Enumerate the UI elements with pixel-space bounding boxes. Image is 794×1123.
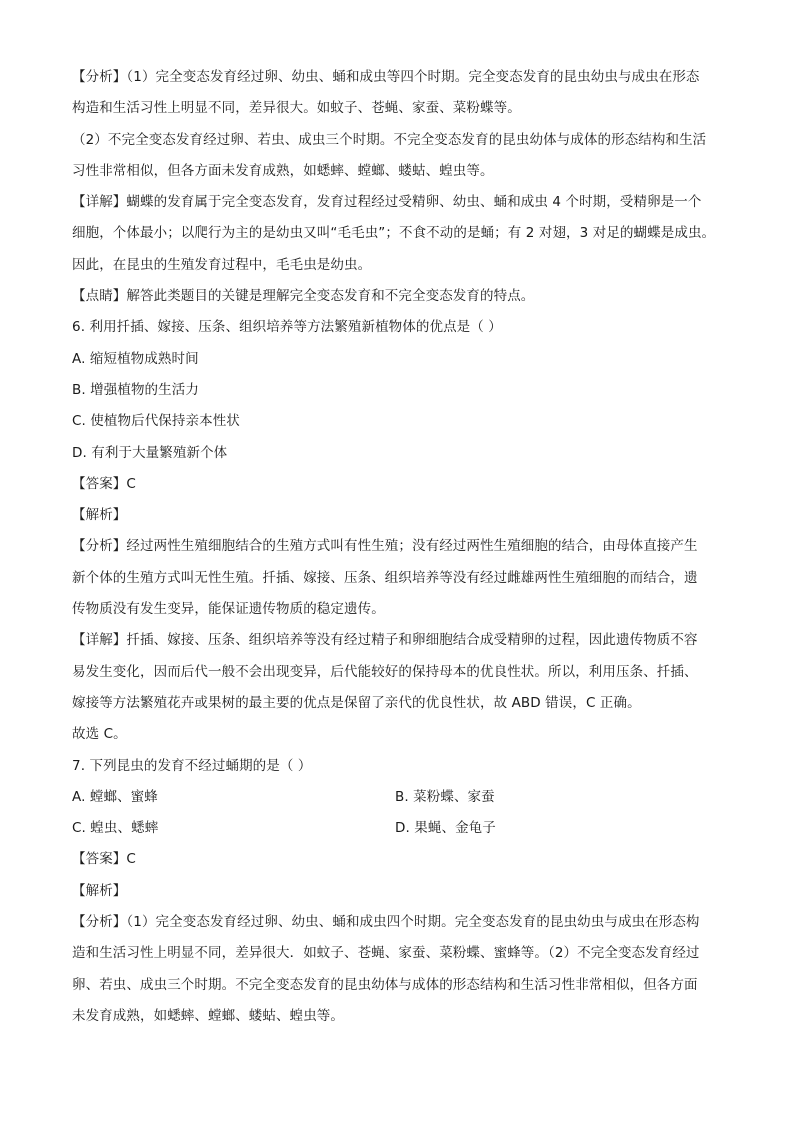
answer-label: 【答案】C (72, 851, 136, 868)
text-line: 【详解】蝴蝶的发育属于完全变态发育，发育过程经过受精卵、幼虫、蛹和成虫 4 个时期，受精卵是一个 (72, 194, 702, 211)
text-line: 易发生变化，因而后代一般不会出现变异，后代能较好的保持母本的优良性状。所以，利用压条、扦插、 (72, 663, 698, 680)
text-line: 细胞，个体最小；以爬行为主的是幼虫又叫“毛毛虫”；不食不动的是蛹；有 2 对翅，3 对足的蝴蝶是成虫。 (72, 225, 716, 242)
text-line: 卵、若虫、成虫三个时期。不完全变态发育的昆虫幼体与成体的形态结构和生活习性非常相似，但各方面 (72, 976, 698, 993)
question-7-option-a: A. 螳螂、蜜蜂 (72, 788, 158, 805)
text-line: 【分析】（1）完全变态发育经过卵、幼虫、蛹和成虫等四个时期。完全变态发育的昆虫幼虫与成虫在形态 (72, 69, 700, 85)
text-line: 构造和生活习性上明显不同，差异很大。如蚊子、苍蝇、家蚕、菜粉蝶等。 (72, 100, 521, 117)
text-line: 因此，在昆虫的生殖发育过程中，毛毛虫是幼虫。 (72, 256, 372, 273)
text-line: 【分析】（1）完全变态发育经过卵、幼虫、蛹和成虫四个时期。完全变态发育的昆虫幼虫与成虫在形态构 (72, 914, 700, 931)
text-line: 【分析】经过两性生殖细胞结合的生殖方式叫有性生殖；没有经过两性生殖细胞的结合，由母体直接产生 (72, 538, 698, 555)
text-line: 传物质没有发生变异，能保证遗传物质的稳定遗传。 (72, 601, 385, 618)
text-line: 嫁接等方法繁殖花卉或果树的最主要的优点是保留了亲代的优良性状，故 ABD 错误，C 正确。 (72, 694, 641, 711)
text-line: 【点睛】解答此类题目的关键是理解完全变态发育和不完全变态发育的特点。 (72, 288, 535, 305)
question-7-option-d: D. 果蝇、金龟子 (395, 820, 496, 837)
question-7-option-b: B. 菜粉蝶、家蚕 (395, 788, 495, 805)
text-line: 故选 C。 (72, 726, 127, 743)
analysis-label: 【解析】 (72, 882, 127, 899)
question-6-option-b: B. 增强植物的生活力 (72, 381, 199, 398)
question-7-stem: 7. 下列昆虫的发育不经过蛹期的是（ ） (72, 757, 312, 774)
document-page (72, 62, 732, 1032)
text-line: 未发育成熟，如蟋蟀、螳螂、蝼蛄、蝗虫等。 (72, 1007, 344, 1024)
question-6-option-a: A. 缩短植物成熟时间 (72, 350, 199, 367)
question-6-option-c: C. 使植物后代保持亲本性状 (72, 413, 240, 430)
text-line: （2）不完全变态发育经过卵、若虫、成虫三个时期。不完全变态发育的昆虫幼体与成体的形态结构和生活 (72, 131, 707, 148)
question-7-options-row (72, 782, 732, 813)
analysis-label: 【解析】 (72, 507, 127, 524)
text-line: 造和生活习性上明显不同，差异很大．如蚊子、苍蝇、家蚕、菜粉蝶、蜜蜂等。（2）不完全变态发育经过 (72, 945, 700, 962)
question-7-option-c: C. 蝗虫、蟋蟀 (72, 820, 159, 837)
answer-label: 【答案】C (72, 475, 136, 492)
question-7-options-row (72, 813, 732, 844)
text-line: 新个体的生殖方式叫无性生殖。扦插、嫁接、压条、组织培养等没有经过雌雄两性生殖细胞的而结合，遗 (72, 569, 698, 586)
question-6-option-d: D. 有利于大量繁殖新个体 (72, 444, 228, 461)
text-line: 【详解】扦插、嫁接、压条、组织培养等没有经过精子和卵细胞结合成受精卵的过程，因此遗传物质不容 (72, 632, 698, 649)
question-6-stem: 6. 利用扦插、嫁接、压条、组织培养等方法繁殖新植物体的优点是（ ） (72, 319, 502, 336)
text-line: 习性非常相似，但各方面未发育成熟，如蟋蟀、螳螂、蝼蛄、蝗虫等。 (72, 162, 494, 179)
